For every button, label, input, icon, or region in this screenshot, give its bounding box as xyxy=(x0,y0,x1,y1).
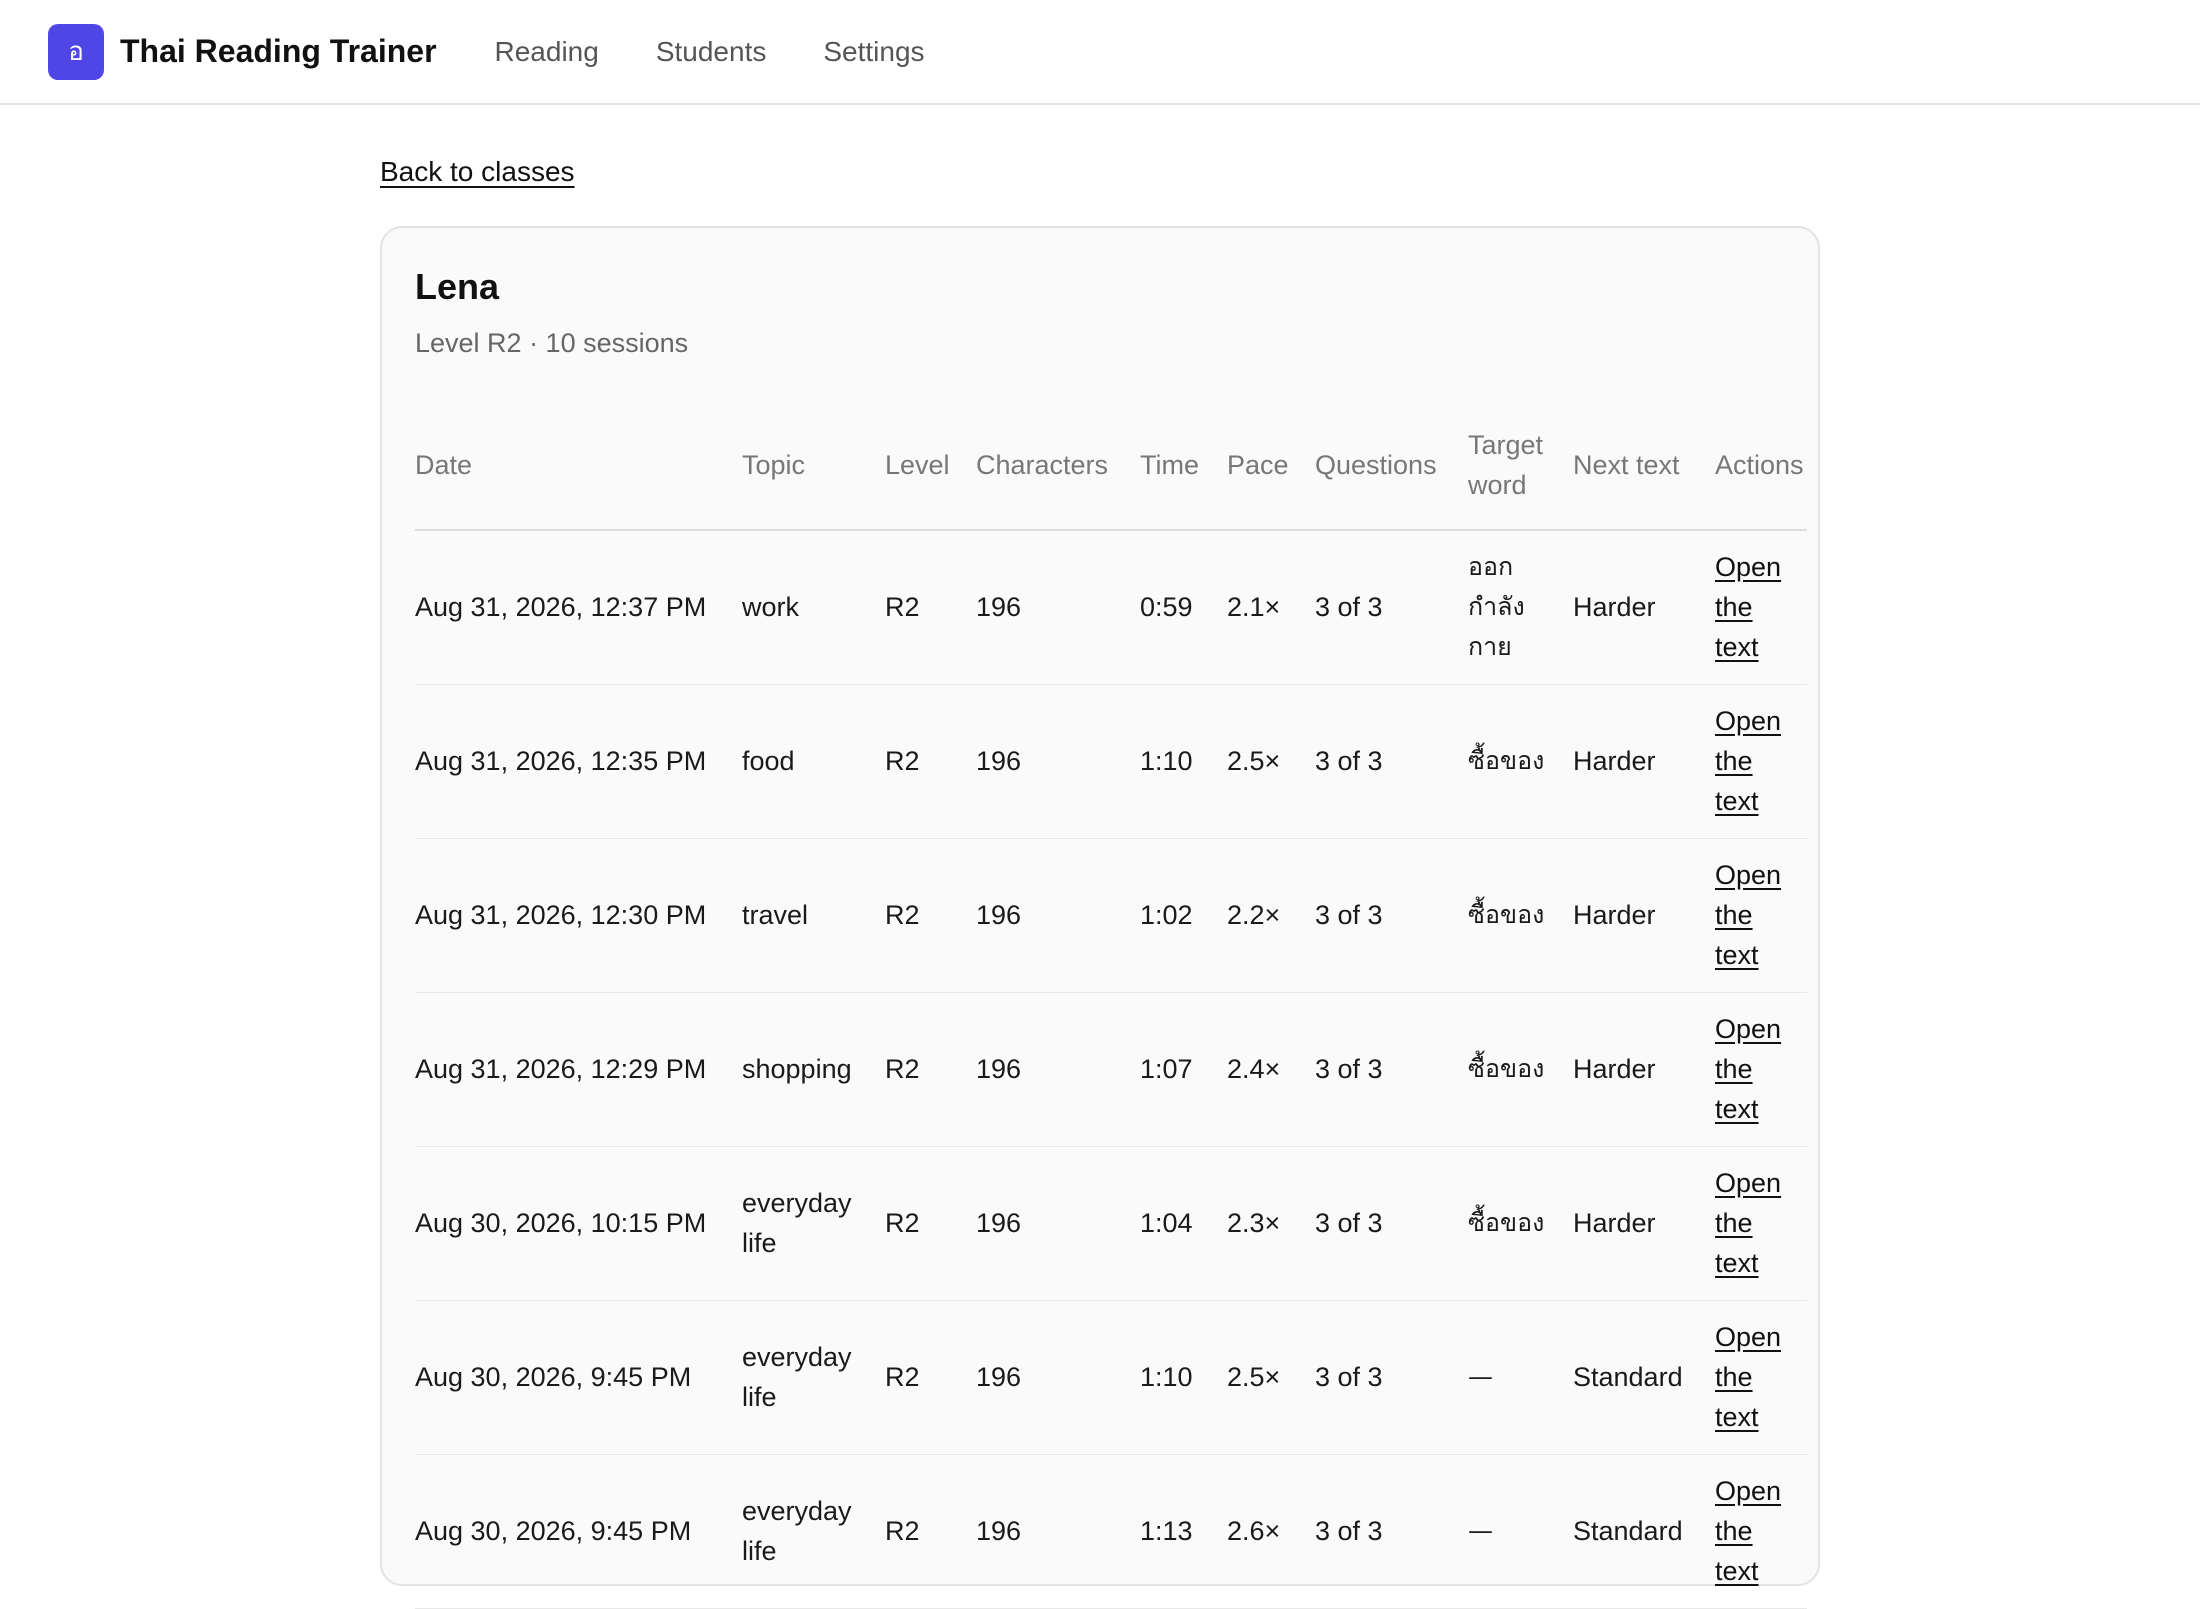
cell-pace: 2.1× xyxy=(1227,530,1315,684)
cell-time: 1:10 xyxy=(1140,1300,1227,1454)
cell-level: R2 xyxy=(885,1300,976,1454)
cell-characters: 196 xyxy=(976,838,1140,992)
open-text-link[interactable]: Open the text xyxy=(1715,1168,1782,1278)
nav-item-settings[interactable]: Settings xyxy=(823,35,925,67)
column-header-level[interactable]: Level xyxy=(885,400,976,530)
open-text-link[interactable]: Open the text xyxy=(1715,552,1782,663)
cell-characters: 196 xyxy=(976,1146,1140,1300)
cell-target-word: ซื้อของ xyxy=(1468,684,1573,838)
cell-characters: 196 xyxy=(976,684,1140,838)
cell-topic: work xyxy=(742,530,885,684)
open-text-link[interactable]: Open the text xyxy=(1715,706,1782,816)
cell-questions: 3 of 3 xyxy=(1315,1146,1468,1300)
column-header-next-text[interactable]: Next text xyxy=(1573,400,1715,530)
cell-topic: everyday life xyxy=(742,1146,885,1300)
cell-date: Aug 31, 2026, 12:37 PM xyxy=(415,530,742,684)
cell-characters: 196 xyxy=(976,530,1140,684)
cell-date: Aug 30, 2026, 10:15 PM xyxy=(415,1146,742,1300)
cell-level: R2 xyxy=(885,530,976,684)
cell-time: 0:59 xyxy=(1140,530,1227,684)
cell-pace: 2.5× xyxy=(1227,1300,1315,1454)
cell-questions: 3 of 3 xyxy=(1315,992,1468,1146)
cell-next-text: Standard xyxy=(1573,1454,1715,1608)
cell-actions xyxy=(1715,684,1807,838)
column-header-topic[interactable]: Topic xyxy=(742,400,885,530)
main-nav xyxy=(495,36,982,68)
cell-actions xyxy=(1715,1146,1807,1300)
app-logo[interactable] xyxy=(48,24,104,80)
column-header-time[interactable]: Time xyxy=(1140,400,1227,530)
column-header-characters[interactable]: Characters xyxy=(976,400,1140,530)
cell-actions xyxy=(1715,992,1807,1146)
cell-actions xyxy=(1715,530,1807,684)
cell-level: R2 xyxy=(885,1146,976,1300)
cell-topic: food xyxy=(742,684,885,838)
cell-level: R2 xyxy=(885,992,976,1146)
cell-topic: everyday life xyxy=(742,1454,885,1608)
column-header-actions: Actions xyxy=(1715,400,1807,530)
open-text-link[interactable]: Open the text xyxy=(1715,1476,1782,1586)
cell-next-text: Harder xyxy=(1573,1146,1715,1300)
cell-pace: 2.2× xyxy=(1227,838,1315,992)
table-row xyxy=(415,1454,1807,1608)
cell-topic: shopping xyxy=(742,992,885,1146)
nav-item-reading[interactable]: Reading xyxy=(494,35,599,67)
cell-target-word: ซื้อของ xyxy=(1468,838,1573,992)
cell-date: Aug 31, 2026, 12:35 PM xyxy=(415,684,742,838)
cell-target-word: ซื้อของ xyxy=(1468,1146,1573,1300)
cell-time: 1:10 xyxy=(1140,684,1227,838)
cell-date: Aug 30, 2026, 9:45 PM xyxy=(415,1454,742,1608)
logo-glyph: อ xyxy=(68,37,84,67)
cell-time: 1:02 xyxy=(1140,838,1227,992)
cell-next-text: Harder xyxy=(1573,838,1715,992)
student-name: Lena xyxy=(415,266,500,307)
cell-target-word: ออกกำลังกาย xyxy=(1468,530,1573,684)
nav-item-students[interactable]: Students xyxy=(655,35,767,67)
open-text-link[interactable]: Open the text xyxy=(1715,860,1782,970)
cell-date: Aug 31, 2026, 12:30 PM xyxy=(415,838,742,992)
cell-topic: everyday life xyxy=(742,1300,885,1454)
cell-level: R2 xyxy=(885,684,976,838)
cell-actions xyxy=(1715,838,1807,992)
cell-pace: 2.6× xyxy=(1227,1454,1315,1608)
open-text-link[interactable]: Open the text xyxy=(1715,1014,1782,1124)
cell-time: 1:04 xyxy=(1140,1146,1227,1300)
cell-level: R2 xyxy=(885,838,976,992)
column-header-target-word[interactable]: Target word xyxy=(1468,400,1573,530)
table-row xyxy=(415,838,1807,992)
cell-next-text: Harder xyxy=(1573,530,1715,684)
table-row xyxy=(415,992,1807,1146)
cell-level: R2 xyxy=(885,1454,976,1608)
cell-actions xyxy=(1715,1454,1807,1608)
cell-questions: 3 of 3 xyxy=(1315,838,1468,992)
cell-next-text: Harder xyxy=(1573,992,1715,1146)
cell-characters: 196 xyxy=(976,1454,1140,1608)
cell-pace: 2.5× xyxy=(1227,684,1315,838)
table-row xyxy=(415,1146,1807,1300)
column-header-date[interactable]: Date xyxy=(415,400,742,530)
table-row xyxy=(415,684,1807,838)
cell-next-text: Harder xyxy=(1573,684,1715,838)
student-meta: Level R2 · 10 sessions xyxy=(415,328,689,358)
cell-time: 1:13 xyxy=(1140,1454,1227,1608)
cell-next-text: Standard xyxy=(1573,1300,1715,1454)
cell-questions: 3 of 3 xyxy=(1315,684,1468,838)
cell-time: 1:07 xyxy=(1140,992,1227,1146)
open-text-link[interactable]: Open the text xyxy=(1715,1322,1782,1432)
table-header-row xyxy=(415,400,1807,530)
student-session-card xyxy=(380,226,1820,1586)
app-title[interactable]: Thai Reading Trainer xyxy=(120,33,437,69)
table-row xyxy=(415,530,1807,684)
sessions-table xyxy=(415,400,1807,1609)
cell-date: Aug 30, 2026, 9:45 PM xyxy=(415,1300,742,1454)
cell-questions: 3 of 3 xyxy=(1315,530,1468,684)
cell-target-word: — xyxy=(1468,1454,1573,1608)
cell-characters: 196 xyxy=(976,992,1140,1146)
cell-characters: 196 xyxy=(976,1300,1140,1454)
cell-pace: 2.3× xyxy=(1227,1146,1315,1300)
top-navigation-bar xyxy=(0,0,2200,105)
column-header-questions[interactable]: Questions xyxy=(1315,400,1468,530)
cell-actions xyxy=(1715,1300,1807,1454)
back-to-classes-link[interactable]: Back to classes xyxy=(380,156,575,187)
cell-questions: 3 of 3 xyxy=(1315,1300,1468,1454)
cell-target-word: ซื้อของ xyxy=(1468,992,1573,1146)
cell-pace: 2.4× xyxy=(1227,992,1315,1146)
cell-topic: travel xyxy=(742,838,885,992)
table-row xyxy=(415,1300,1807,1454)
column-header-pace[interactable]: Pace xyxy=(1227,400,1315,530)
cell-questions: 3 of 3 xyxy=(1315,1454,1468,1608)
cell-target-word: — xyxy=(1468,1300,1573,1454)
cell-date: Aug 31, 2026, 12:29 PM xyxy=(415,992,742,1146)
